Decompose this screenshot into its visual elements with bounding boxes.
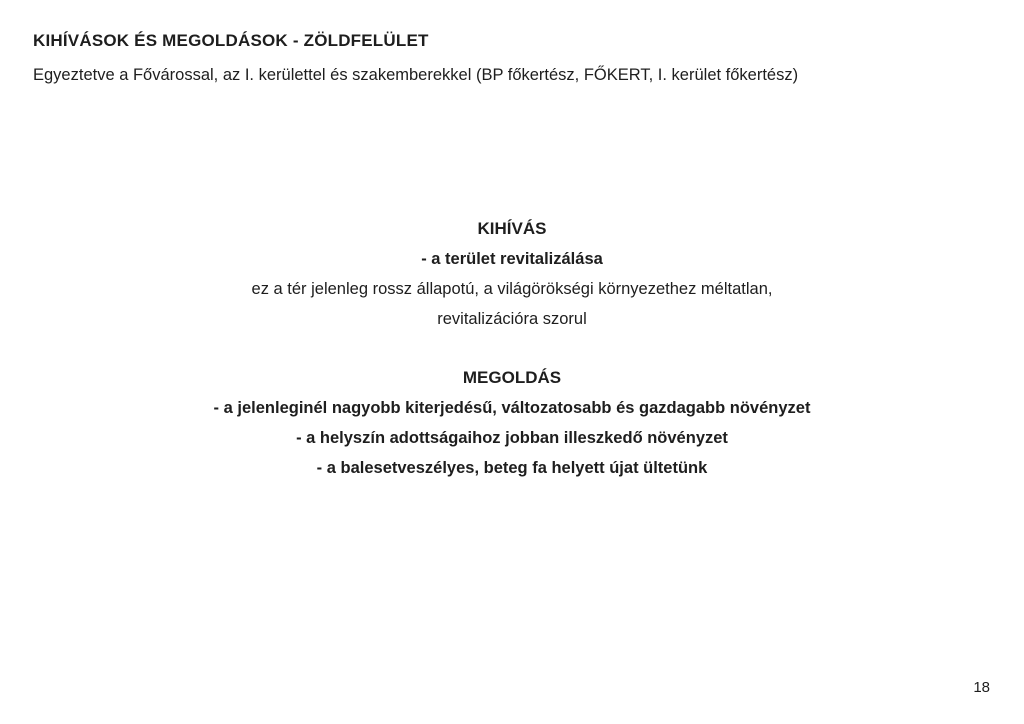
section-challenge	[0, 214, 1024, 334]
section-heading-solution: MEGOLDÁS	[462, 368, 562, 387]
challenge-detail-line-1: ez a tér jelenleg rossz állapotú, a világörökségi környezethez méltatlan,	[251, 280, 773, 298]
section-solution	[0, 363, 1024, 483]
challenge-item-line: - a terület revitalizálása	[421, 250, 603, 268]
challenge-detail-line-2: revitalizációra szorul	[437, 310, 587, 328]
slide-title: KIHÍVÁSOK ÉS MEGOLDÁSOK - ZÖLDFELÜLET	[33, 31, 429, 50]
slide-header	[33, 31, 991, 85]
page-number: 18	[973, 679, 990, 696]
solution-item-line-1: - a jelenleginél nagyobb kiterjedésű, változatosabb és gazdagabb növényzet	[213, 399, 811, 417]
solution-item-line-3: - a balesetveszélyes, beteg fa helyett újat ültetünk	[316, 459, 708, 477]
solution-item-line-2: - a helyszín adottságaihoz jobban illeszkedő növényzet	[296, 429, 728, 447]
slide-subtitle: Egyeztetve a Fővárossal, az I. kerülettel és szakemberekkel (BP főkertész, FŐKERT, I. kerület főkertész)	[33, 66, 799, 84]
section-heading-challenge: KIHÍVÁS	[477, 219, 547, 238]
slide-body	[0, 214, 1024, 483]
